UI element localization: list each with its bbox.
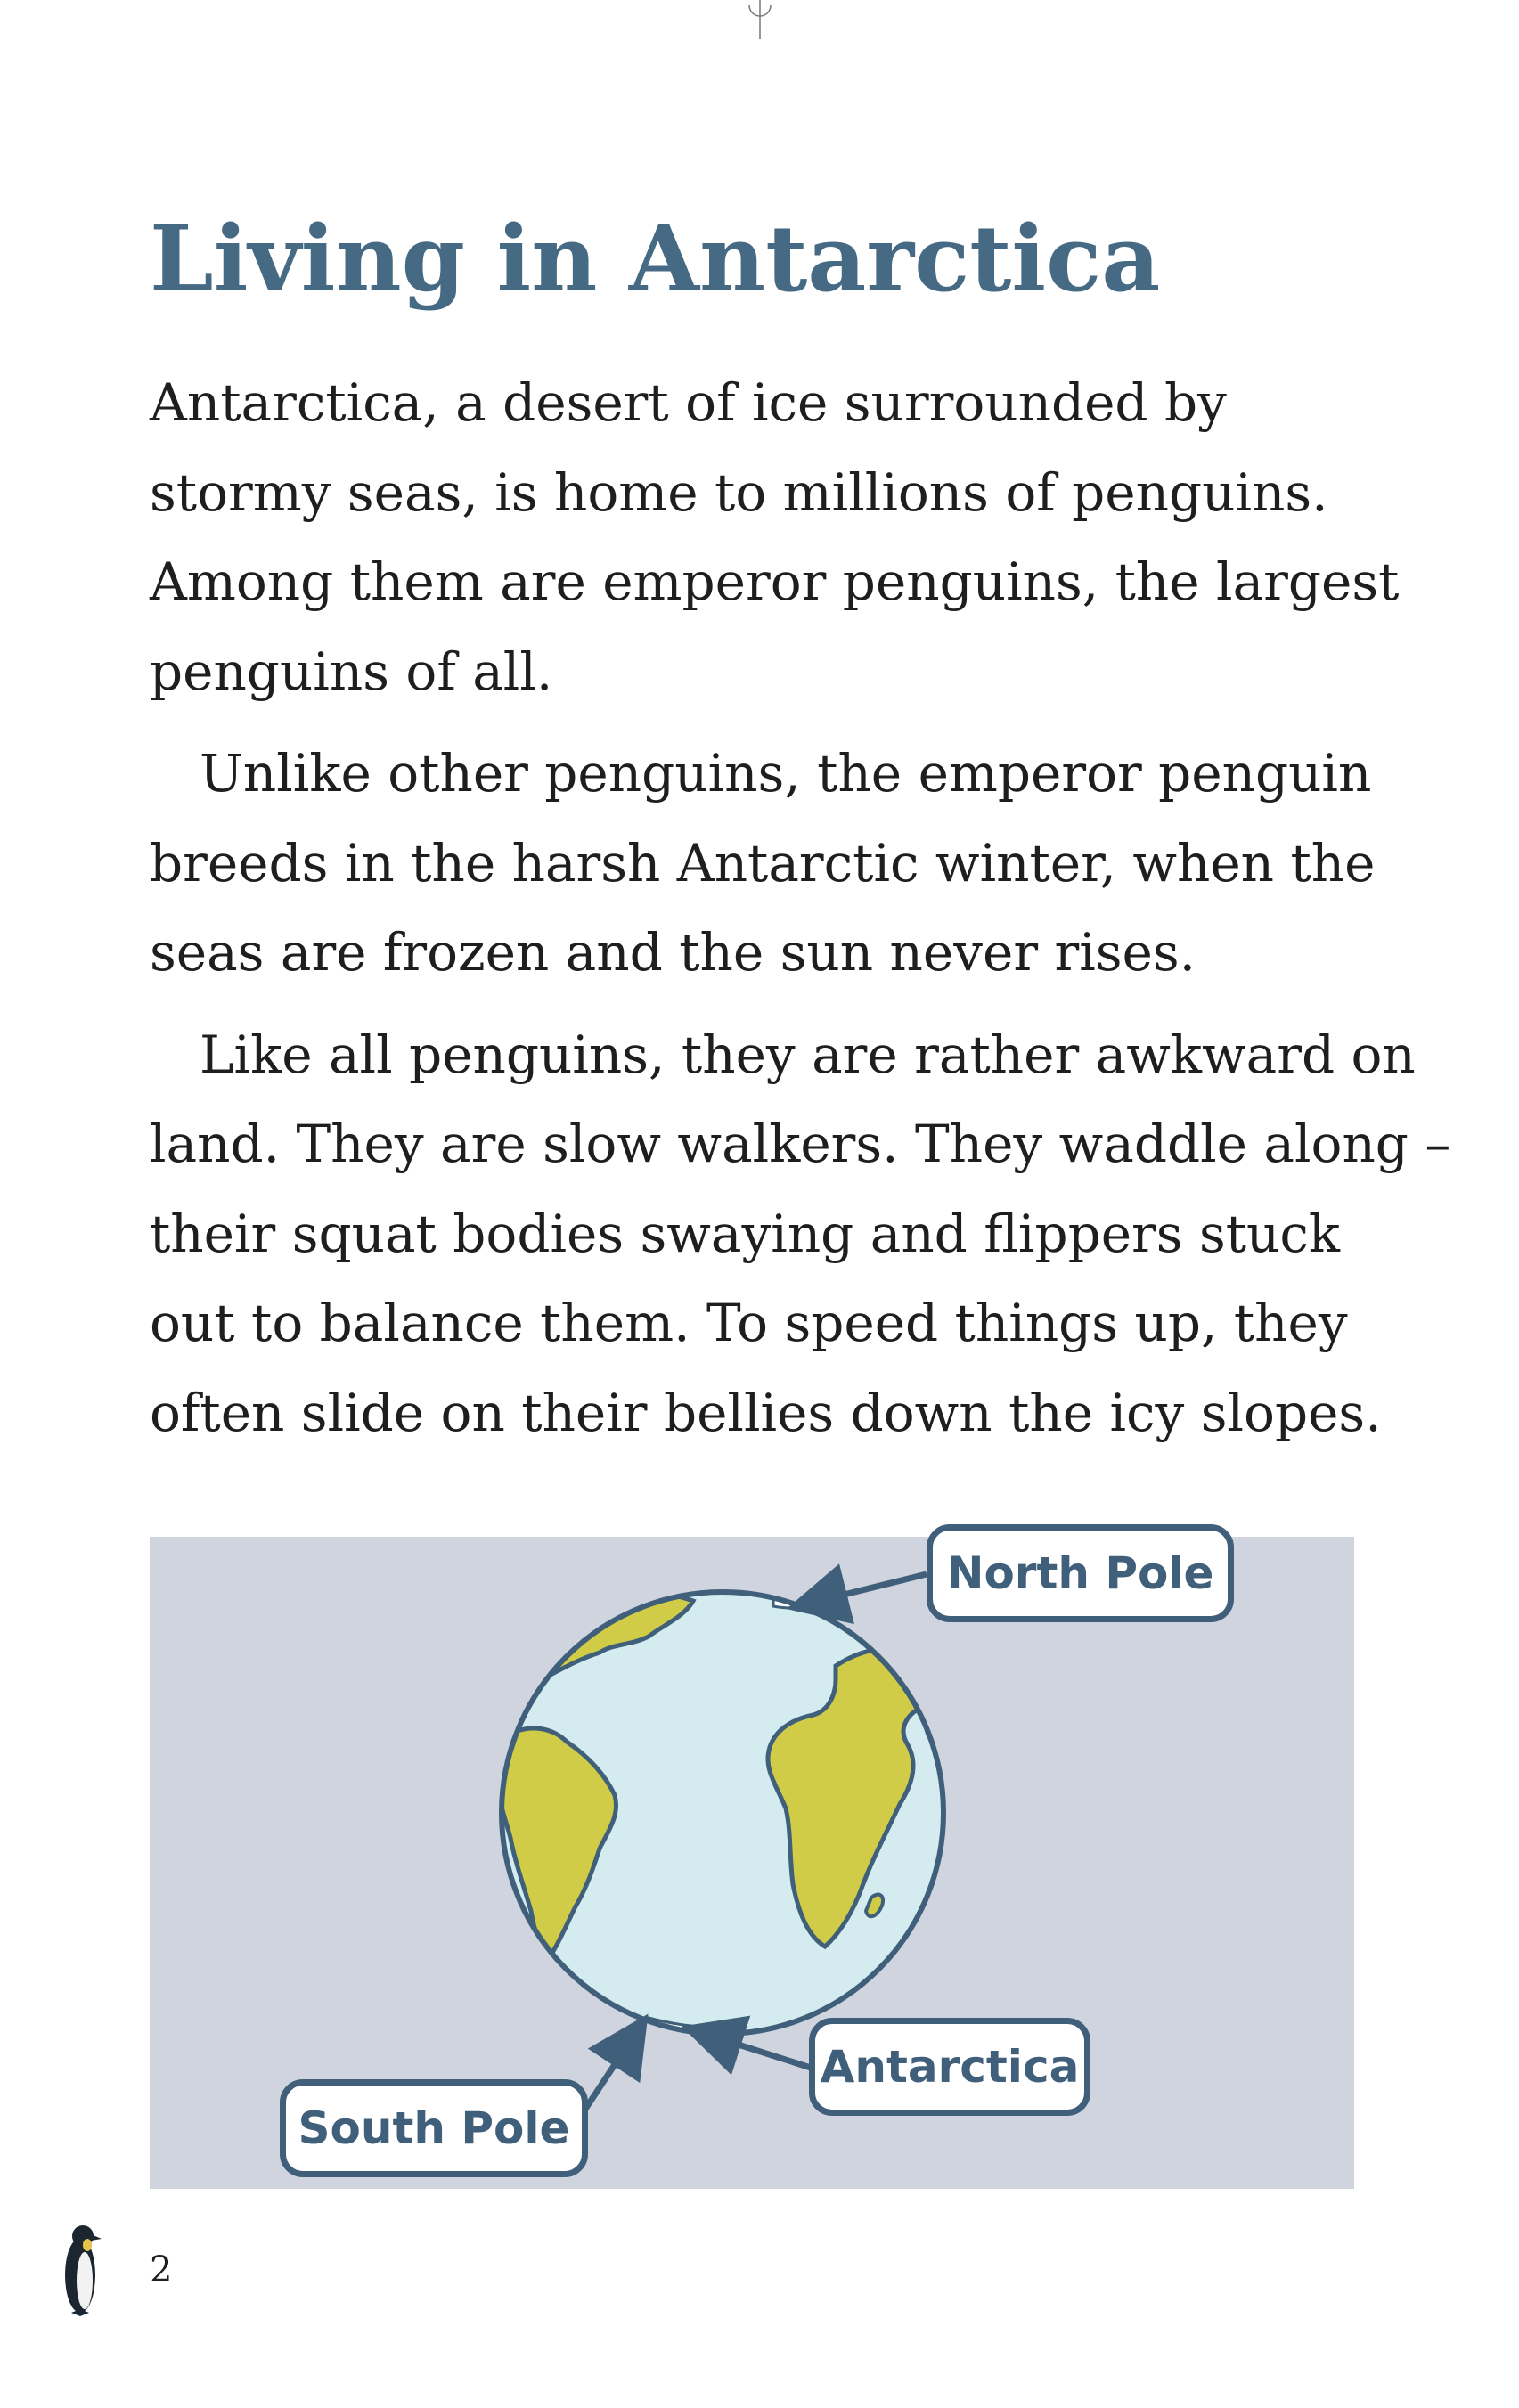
paragraph-line: Unlike other penguins, the emperor penguin (200, 743, 1372, 804)
paragraph-line: land. They are slow walkers. They waddle along – (150, 1114, 1451, 1174)
page-number: 2 (150, 2249, 173, 2290)
body-text (150, 358, 1451, 1470)
paragraph-line: Antarctica, a desert of ice surrounded by (150, 372, 1227, 433)
north-pole-label: North Pole (927, 1524, 1234, 1622)
paragraph-line: their squat bodies swaying and flippers stuck (150, 1203, 1341, 1264)
paragraph-line: breeds in the harsh Antarctic winter, when the (150, 832, 1376, 894)
paragraph-line: Among them are emperor penguins, the largest (150, 551, 1400, 612)
paragraph-1 (150, 358, 1400, 716)
paragraph-line: seas are frozen and the sun never rises. (150, 922, 1196, 983)
antarctica-arrow (699, 2032, 813, 2069)
paragraph-3 (150, 1010, 1451, 1458)
paragraph-line: often slide on their bellies down the icy slopes. (150, 1382, 1382, 1443)
paragraph-line: stormy seas, is home to millions of penguins. (150, 461, 1328, 523)
south-pole-arrow (584, 2029, 638, 2110)
paragraph-line: Like all penguins, they are rather awkward on (200, 1024, 1416, 1085)
paragraph-line: penguins of all. (150, 641, 553, 702)
antarctica-label: Antarctica (809, 2018, 1090, 2116)
penguin-icon (53, 2216, 107, 2323)
south-pole-label: South Pole (280, 2079, 588, 2177)
crop-mark-icon (747, 0, 773, 39)
page-title: Living in Antarctica (150, 206, 1161, 313)
globe-figure (150, 1537, 1354, 2189)
paragraph-line: out to balance them. To speed things up, they (150, 1293, 1348, 1353)
north-pole-arrow (804, 1574, 927, 1604)
paragraph-2 (150, 729, 1397, 998)
